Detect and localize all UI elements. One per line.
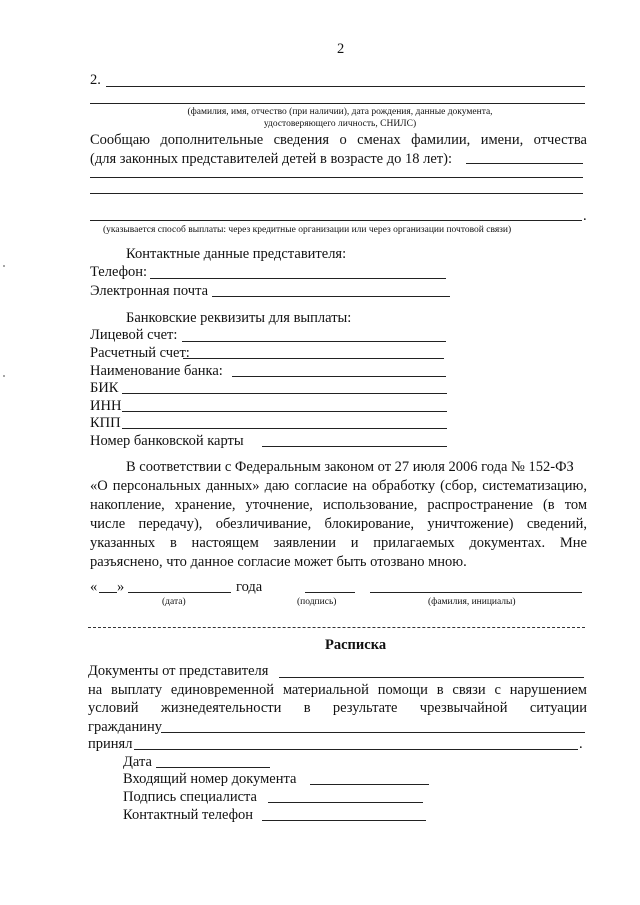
inn-field[interactable] [122,411,447,412]
receipt-title: Расписка [325,637,387,653]
representative-field[interactable] [279,677,584,678]
consent-line-4: числе передачу), обезличивание, блокирование, уничтожение) сведений, [90,516,587,532]
docs-from-label: Документы от представителя [88,663,269,679]
name-changes-line-a[interactable] [90,177,583,178]
receipt-line-2: на выплату единовременной материальной помощи в связи с нарушением [88,682,587,698]
item2-fill-line-1[interactable] [106,86,585,87]
kpp-label: КПП [90,415,121,431]
receipt-line-4: гражданину [88,719,162,735]
specialist-signature-field[interactable] [268,802,423,803]
name-changes-line-2: (для законных представителей детей в возрасте до 18 лет): [90,151,452,167]
phone-label: Телефон: [90,264,148,280]
month-field[interactable] [128,592,231,593]
inn-label: ИНН [90,398,122,414]
settlement-account-field[interactable] [183,358,444,359]
quote-close: » [117,579,125,595]
receipt-date-label: Дата [123,754,152,770]
kpp-field[interactable] [122,428,447,429]
contact-phone-field[interactable] [262,820,426,821]
incoming-number-field[interactable] [310,784,429,785]
consent-line-5: указанных в настоящем заявлении и прилагаемых документах. Мне [90,535,587,551]
cut-line [88,627,585,628]
document-page: 2 2. (фамилия, имя, отчество (при наличии), дата рождения, данные документа, удостоверяющего личность, СНИЛС) Сообщаю дополнительные сведения о сменах фамилии, имени, отчества (для законных представителей детей в возрасте до 18 лет): . (указывается способ выплаты: через кредитные организации или через организации почтовой связи) Контактные данные представителя: Телефон: Электронная почта Банковские реквизиты для выплаты: Лицевой счет: Расчетный счет: Наименование банка: БИК ИНН КПП Номер банковской карты В соответствии с Федеральным законом от 27 июля 2006 года № 152-ФЗ «О персональных данных» даю согласие на обработку (сбор, систематизацию, накопление, хранение, уточнение, использование, распространение (в том числе передачу), обезличивание, блокирование, уничтожение) сведений, указанных в настоящем заявлении и прилагаемых документах. Мне разъяснено, что данное согласие может быть отозвано мною. « » года (дата) (подпись) (фамилия, инициалы) Расписка Документы от представителя на выплату единовременной материальной помощи в связи с нарушением условий жизнедеятельности в результате чрезвычайной ситуации гражданину принял . Дата Входящий номер документа Подпись специалиста Контактный телефон [0,0,640,905]
receipt-date-field[interactable] [156,767,270,768]
year-word: года [236,579,263,595]
email-field[interactable] [212,296,450,297]
item2-caption-2: удостоверяющего личность, СНИЛС) [263,119,417,129]
card-number-field[interactable] [262,446,447,447]
consent-line-6: разъяснено, что данное согласие может быть отозвано мною. [90,554,467,570]
full-name-field[interactable] [370,592,582,593]
specialist-signature-label: Подпись специалиста [123,789,257,805]
bik-label: БИК [90,380,119,396]
date-caption: (дата) [162,597,186,607]
incoming-number-label: Входящий номер документа [123,771,297,787]
contacts-heading: Контактные данные представителя: [126,246,347,262]
email-label: Электронная почта [90,283,209,299]
page-number: 2 [337,41,345,57]
item2-caption-1: (фамилия, имя, отчество (при наличии), дата рождения, данные документа, [187,107,493,117]
accepted-field[interactable] [134,749,578,750]
quote-open: « [90,579,98,595]
name-caption: (фамилия, инициалы) [428,597,516,607]
consent-line-3: накопление, хранение, уточнение, использование, распространение (в том [90,497,587,513]
item2-fill-line-2[interactable] [90,103,585,104]
scan-speck [3,265,5,267]
phone-field[interactable] [150,278,446,279]
contact-phone-label: Контактный телефон [123,807,254,823]
consent-line-1: В соответствии с Федеральным законом от 27 июля 2006 года № 152-ФЗ [126,459,574,475]
personal-account-label: Лицевой счет: [90,327,178,343]
settlement-account-label: Расчетный счет: [90,345,190,361]
bank-heading: Банковские реквизиты для выплаты: [126,310,352,326]
bank-name-label: Наименование банка: [90,363,223,379]
item-number: 2. [90,72,101,88]
name-changes-line-1: Сообщаю дополнительные сведения о сменах фамилии, имени, отчества [90,132,587,148]
bank-name-field[interactable] [232,376,446,377]
accepted-label: принял [88,736,133,752]
personal-account-field[interactable] [182,341,446,342]
consent-line-2: «О персональных данных» даю согласие на обработку (сбор, систематизацию, [90,478,587,494]
signature-field[interactable] [305,592,355,593]
scan-speck [3,375,5,377]
receipt-line-3: условий жизнедеятельности в результате чрезвычайной ситуации [88,700,587,716]
name-changes-line-b[interactable] [90,193,583,194]
payment-method-line[interactable] [90,220,582,221]
day-field[interactable] [99,592,117,593]
card-number-label: Номер банковской карты [90,433,244,449]
payment-method-caption: (указывается способ выплаты: через кредитные организации или через организации почтовой связи) [103,225,512,235]
bik-field[interactable] [122,393,447,394]
sign-caption: (подпись) [297,597,337,607]
citizen-field[interactable] [161,732,585,733]
name-changes-fill-line[interactable] [466,163,583,164]
